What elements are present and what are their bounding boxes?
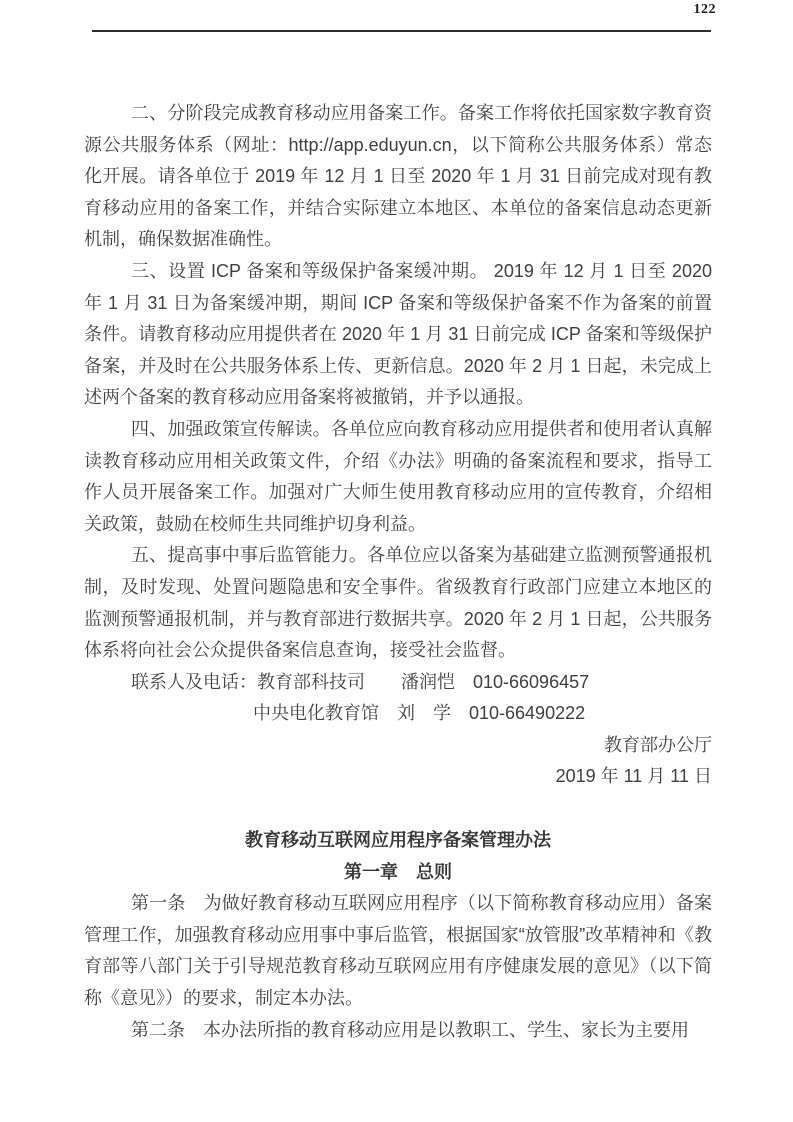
contact-line-1: 联系人及电话：教育部科技司 潘润恺 010-66096457: [131, 671, 590, 692]
header-rule: [92, 30, 711, 32]
article-2-paragraph: 第二条 本办法所指的教育移动应用是以教职工、学生、家长为主要用: [131, 1019, 689, 1040]
contact-line-2: 中央电化教育馆 刘 学 010-66490222: [253, 703, 586, 724]
notice-paragraph-5: 五、提高事中事后监管能力。各单位应以备案为基础建立监测预警通报机制，及时发现、处置问题隐患和安全事件。省级教育行政部门应建立本地区的监测预警通报机制，并与教育部进行数据共享。2020 年 2 月 1 日起，公共服务体系将向社会公众提供备案信息查询，接受社会监督。: [84, 545, 712, 661]
notice-paragraph-2: 二、分阶段完成教育移动应用备案工作。备案工作将依托国家数字教育资源公共服务体系（网址：http://app.eduyun.cn，以下简称公共服务体系）常态化开展。请各单位于 2019 年 12 月 1 日至 2020 年 1 月 31 日前完成对现有教育移动应用的备案工作，并结合实际建立本地区、本单位的备案信息动态更新机制，确保数据准确性。: [84, 103, 712, 250]
measures-title: 教育移动互联网应用程序备案管理办法: [245, 830, 551, 851]
signature-date: 2019 年 11 月 11 日: [555, 766, 712, 787]
page-number: 122: [693, 2, 716, 17]
notice-paragraph-3: 三、设置 ICP 备案和等级保护备案缓冲期。 2019 年 12 月 1 日至 2020 年 1 月 31 日为备案缓冲期，期间 ICP 备案和等级保护备案不作为备案的前置条件。请教育移动应用提供者在 2020 年 1 月 31 日前完成 ICP 备案和等级保护备案，并及时在公共服务体系上传、更新信息。2020 年 2 月 1 日起，未完成上述两个备案的教育移动应用备案将被撤销，并予以通报。: [84, 260, 712, 408]
article-1-paragraph: 第一条 为做好教育移动互联网应用程序（以下简称教育移动应用）备案管理工作，加强教育移动应用事中事后监管，根据国家“放管服”改革精神和《教育部等八部门关于引导规范教育移动互联网应用有序健康发展的意见》（以下简称《意见》）的要求，制定本办法。: [84, 893, 712, 1009]
signature-issuer: 教育部办公厅: [604, 734, 712, 755]
chapter-heading: 第一章 总则: [344, 861, 452, 882]
notice-paragraph-4: 四、加强政策宣传解读。各单位应向教育移动应用提供者和使用者认真解读教育移动应用相关政策文件，介绍《办法》明确的备案流程和要求，指导工作人员开展备案工作。加强对广大师生使用教育移动应用的宣传教育，介绍相关政策，鼓励在校师生共同维护切身利益。: [84, 418, 712, 534]
document-body: [84, 98, 712, 1046]
